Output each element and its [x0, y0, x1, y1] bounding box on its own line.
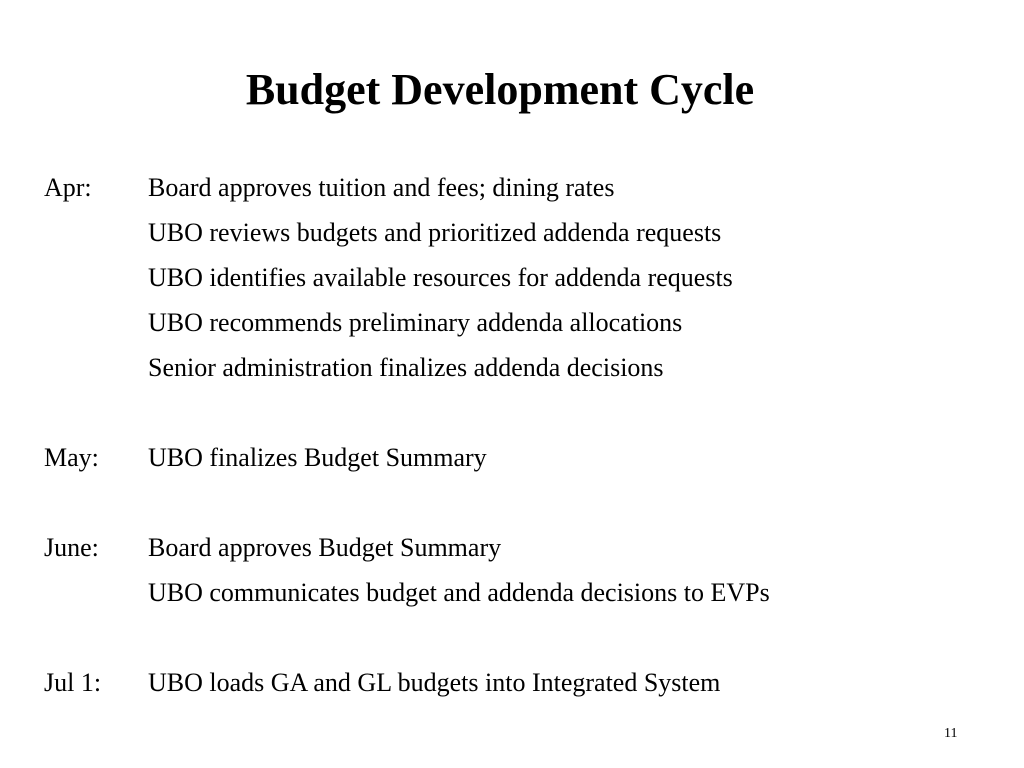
schedule-item: UBO communicates budget and addenda decisions to EVPs [148, 578, 770, 607]
schedule-item: Senior administration finalizes addenda decisions [148, 353, 664, 382]
section-spacer [44, 485, 984, 530]
schedule-item: UBO identifies available resources for addenda requests [148, 263, 733, 292]
schedule-row [44, 260, 984, 305]
month-label-may: May: [44, 443, 99, 472]
slide-title: Budget Development Cycle [245, 65, 755, 114]
schedule-item: Board approves Budget Summary [148, 533, 502, 562]
schedule-list [44, 170, 984, 710]
schedule-row [44, 575, 984, 620]
month-label-jul: Jul 1: [44, 668, 102, 697]
schedule-item: UBO recommends preliminary addenda allocations [148, 308, 683, 337]
section-spacer [44, 620, 984, 665]
schedule-row [44, 665, 984, 710]
month-label-june: June: [44, 533, 99, 562]
slide-number: 11 [944, 726, 958, 741]
schedule-row [44, 530, 984, 575]
schedule-row [44, 440, 984, 485]
schedule-row [44, 170, 984, 215]
schedule-row [44, 350, 984, 395]
schedule-item: Board approves tuition and fees; dining rates [148, 173, 615, 202]
schedule-item: UBO finalizes Budget Summary [148, 443, 487, 472]
schedule-item: UBO reviews budgets and prioritized addenda requests [148, 218, 722, 247]
section-spacer [44, 395, 984, 440]
schedule-item: UBO loads GA and GL budgets into Integrated System [148, 668, 721, 697]
month-label-apr: Apr: [44, 173, 92, 202]
schedule-row [44, 305, 984, 350]
schedule-row [44, 215, 984, 260]
